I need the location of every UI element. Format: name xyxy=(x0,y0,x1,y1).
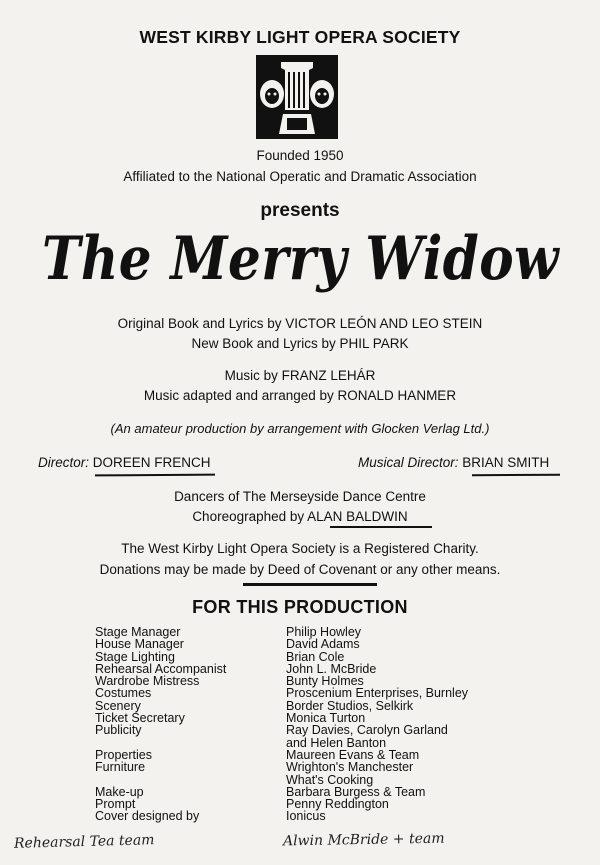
name-item: Maureen Evans & Team xyxy=(286,747,420,762)
role-item: Costumes xyxy=(95,686,152,701)
musical-director-name: BRIAN SMITH xyxy=(462,455,550,470)
name-item: Proscenium Enterprises, Burnley xyxy=(286,686,469,701)
society-logo xyxy=(255,54,339,140)
name-item: Barbara Burgess & Team xyxy=(286,784,426,799)
role-item: House Manager xyxy=(95,637,184,652)
director-line xyxy=(38,455,211,470)
choreographer-underline xyxy=(330,526,432,528)
role-item: Stage Manager xyxy=(95,625,181,639)
choreography-credit: Choreographed by ALAN BALDWIN xyxy=(192,509,408,524)
name-item: and Helen Banton xyxy=(286,735,387,750)
name-item: Brian Cole xyxy=(286,649,345,664)
role-item: Scenery xyxy=(95,698,141,713)
founded-line: Founded 1950 xyxy=(256,148,344,163)
name-item: Ionicus xyxy=(286,809,326,824)
charity-line-1: The West Kirby Light Opera Society is a Registered Charity. xyxy=(121,541,479,556)
role-item: Wardrobe Mistress xyxy=(95,674,200,689)
names-column xyxy=(286,626,468,823)
society-name: WEST KIRBY LIGHT OPERA SOCIETY xyxy=(139,27,461,47)
name-item: Philip Howley xyxy=(286,625,362,639)
musical-director-line xyxy=(358,455,549,470)
role-item: Rehearsal Accompanist xyxy=(95,661,227,676)
name-item: What's Cooking xyxy=(286,772,374,787)
role-item: Publicity xyxy=(95,723,142,738)
presents-line: presents xyxy=(260,200,340,221)
affiliation-line: Affiliated to the National Operatic and Dramatic Association xyxy=(123,169,477,184)
new-book-credit: New Book and Lyrics by PHIL PARK xyxy=(191,336,409,351)
director-underline xyxy=(95,474,215,477)
role-item: Make-up xyxy=(95,784,144,799)
music-credit: Music by FRANZ LEHÁR xyxy=(224,368,376,383)
name-item: Border Studios, Selkirk xyxy=(286,698,414,713)
name-item: Penny Reddington xyxy=(286,797,389,812)
role-item: Prompt xyxy=(95,797,136,812)
licence-note: (An amateur production by arrangement with Glocken Verlag Ltd.) xyxy=(110,421,490,436)
name-item: Ray Davies, Carolyn Garland xyxy=(286,723,448,738)
name-item: Bunty Holmes xyxy=(286,674,364,689)
original-book-credit: Original Book and Lyrics by VICTOR LEÓN AND LEO STEIN xyxy=(117,316,483,331)
section-divider xyxy=(243,583,377,586)
charity-line-2: Donations may be made by Deed of Covenant or any other means. xyxy=(99,562,501,577)
dancers-credit: Dancers of The Merseyside Dance Centre xyxy=(174,489,426,504)
name-item: John L. McBride xyxy=(286,661,377,676)
production-heading: FOR THIS PRODUCTION xyxy=(192,597,408,617)
musical-director-label: Musical Director: xyxy=(358,455,459,470)
role-item: Ticket Secretary xyxy=(95,711,185,726)
role-item: Stage Lighting xyxy=(95,649,175,664)
director-label: Director: xyxy=(38,455,90,470)
name-item: Monica Turton xyxy=(286,711,366,726)
show-title: The Merry Widow xyxy=(42,224,559,294)
role-item: Cover designed by xyxy=(95,809,200,824)
handwritten-note-right: Alwin McBride + team xyxy=(282,830,445,850)
handwritten-note-left: Rehearsal Tea team xyxy=(13,832,155,852)
musical-director-underline xyxy=(472,474,560,477)
roles-column xyxy=(95,626,226,823)
director-name: DOREEN FRENCH xyxy=(92,455,211,470)
role-item: Properties xyxy=(95,747,152,762)
name-item: David Adams xyxy=(286,637,360,652)
name-item: Wrighton's Manchester xyxy=(286,760,414,775)
role-item: Furniture xyxy=(95,760,146,775)
arranger-credit: Music adapted and arranged by RONALD HANMER xyxy=(143,388,457,403)
